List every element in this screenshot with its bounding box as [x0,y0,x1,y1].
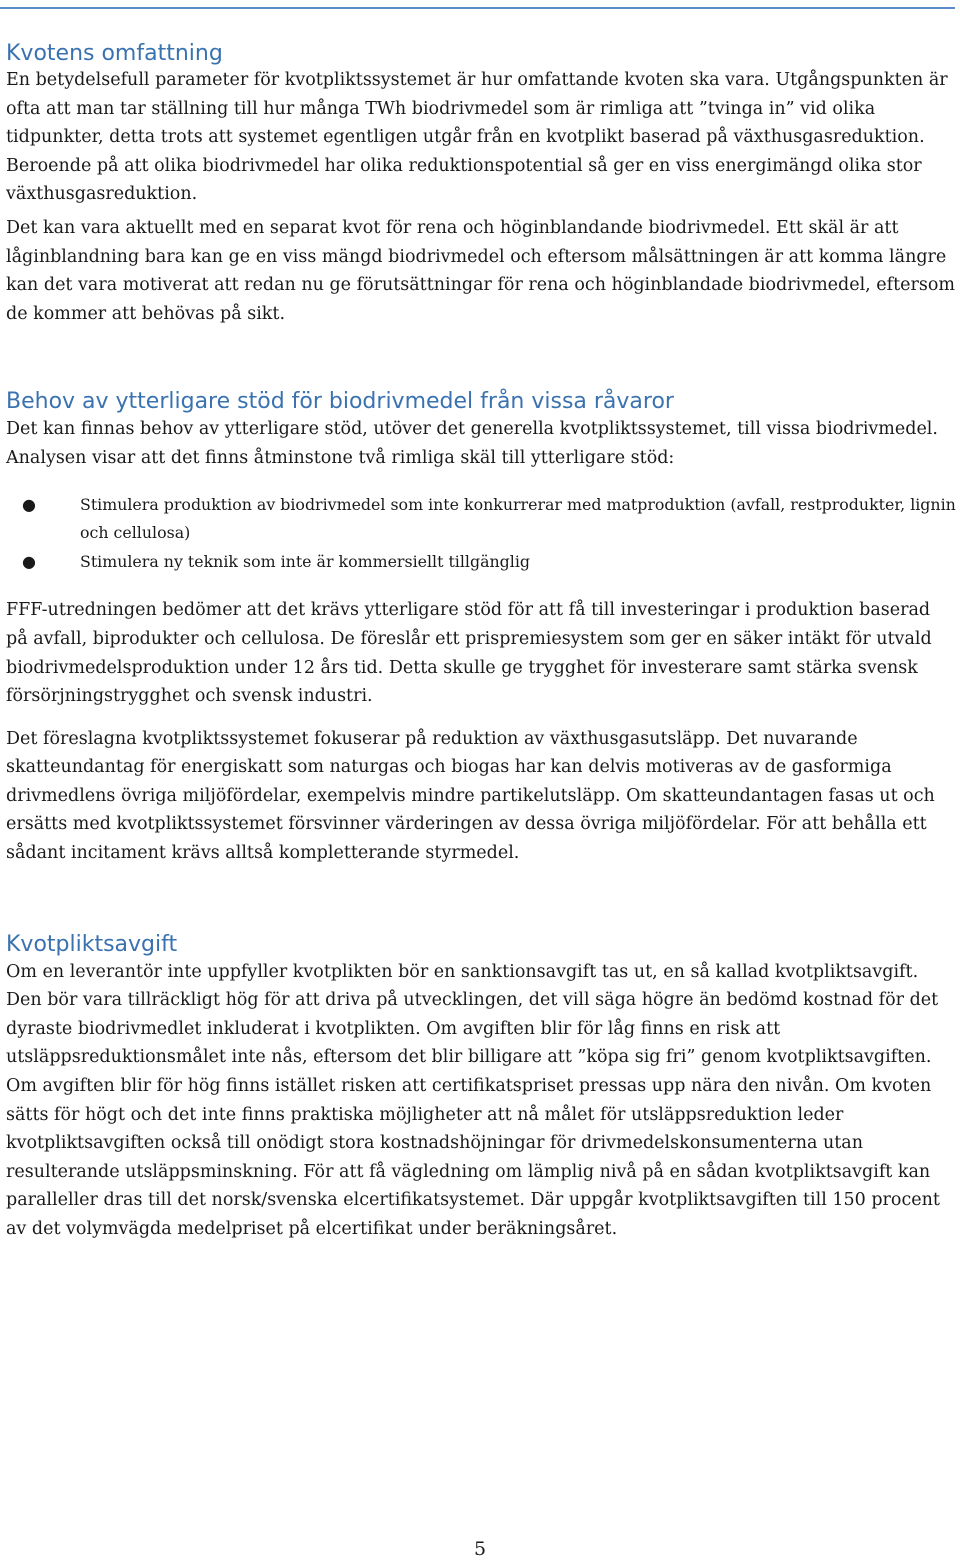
paragraph: Om en leverantör inte uppfyller kvotplikten bör en sanktionsavgift tas ut, en så kallad kvotpliktsavgift. Den bör vara tillräckligt hög för att driva på utvecklingen, det vill säga högre än bedömd kostnad för det dyraste biodrivmedlet inkluderat i kvotplikten. Om avgiften blir för låg finns en risk att utsläppsreduktionsmålet inte nås, eftersom det blir billigare att ”köpa sig fri” genom kvotpliktsavgiften. Om avgiften blir för hög finns istället risken att certifikatspriset pressas upp nära den nivån. Om kvoten sätts för högt och det inte finns praktiska möjligheter att nå målet för utsläppsreduktion leder kvotpliktsavgiften också till onödigt stora kostnadshöjningar för drivmedelskonsumenterna utan resulterande utsläppsminskning. För att få vägledning om lämplig nivå på en sådan kvotpliktsavgift kan paralleller dras till det norsk/svenska elcertifikatsystemet. Där uppgår kvotpliktsavgiften till 150 procent av det volymvägda medelpriset på elcertifikat under beräkningsåret. [6,961,940,1239]
section-heading-kvotpliktsavgift: Kvotpliktsavgift [6,931,178,957]
paragraph: Det kan vara aktuellt med en separat kvot för rena och höginblandande biodrivmedel. Ett skäl är att låginblandning bara kan ge en viss mängd biodrivmedel och eftersom målsättningen är att komma längre kan det vara motiverat att redan nu ge förutsättningar för rena och höginblandade biodrivmedel, eftersom de kommer att behövas på sikt. [6,217,955,324]
paragraph: FFF-utredningen bedömer att det krävs ytterligare stöd för att få till investeringar i produktion baserad på avfall, biprodukter och cellulosa. De föreslår ett prispremiesystem som ger en säker intäkt för utvald biodrivmedelsproduktion under 12 års tid. Detta skulle ge trygghet för investerare samt stärka svensk försörjningstrygghet och svensk industri. [6,600,932,707]
bullet-icon: ● [22,551,36,571]
bullet-icon: ● [22,494,36,514]
list-item-text: Stimulera ny teknik som inte är kommersiellt tillgänglig [80,551,530,571]
paragraph: Det kan finnas behov av ytterligare stöd, utöver det generella kvotpliktssystemet, till vissa biodrivmedel. Analysen visar att det finns åtminstone två rimliga skäl till ytterligare stöd: [6,419,938,468]
section-heading-behov-av-stod: Behov av ytterligare stöd för biodrivmedel från vissa råvaror [6,389,674,415]
bullet-list [6,491,956,577]
list-item [6,548,956,577]
paragraph: En betydelsefull parameter för kvotpliktssystemet är hur omfattande kvoten ska vara. Utgångspunkten är ofta att man tar ställning till hur många TWh biodrivmedel som är rimliga att ”tvinga in” vid olika tidpunkter, detta trots att systemet egentligen utgår från en kvotplikt baserad på växthusgasreduktion. Beroende på att olika biodrivmedel har olika reduktionspotential så ger en viss energimängd olika stor växthusgasreduktion. [6,70,948,205]
paragraph: Det föreslagna kvotpliktssystemet fokuserar på reduktion av växthusgasutsläpp. Det nuvarande skatteundantag för energiskatt som naturgas och biogas har kan delvis motiveras av de gasformiga drivmedlens övriga miljöfördelar, exempelvis mindre partikelutsläpp. Om skatteundantagen fasas ut och ersätts med kvotpliktssystemet försvinner värderingen av dessa övriga miljöfördelar. För att behålla ett sådant incitament krävs alltså kompletterande styrmedel. [6,728,935,864]
header-rule [0,7,955,9]
list-item-text: Stimulera produktion av biodrivmedel som inte konkurrerar med matproduktion (avfall, restprodukter, lignin och cellulosa) [80,494,956,543]
section-heading-kvotens-omfattning: Kvotens omfattning [6,41,223,66]
page-number: 5 [473,1538,487,1560]
list-item [6,491,956,548]
